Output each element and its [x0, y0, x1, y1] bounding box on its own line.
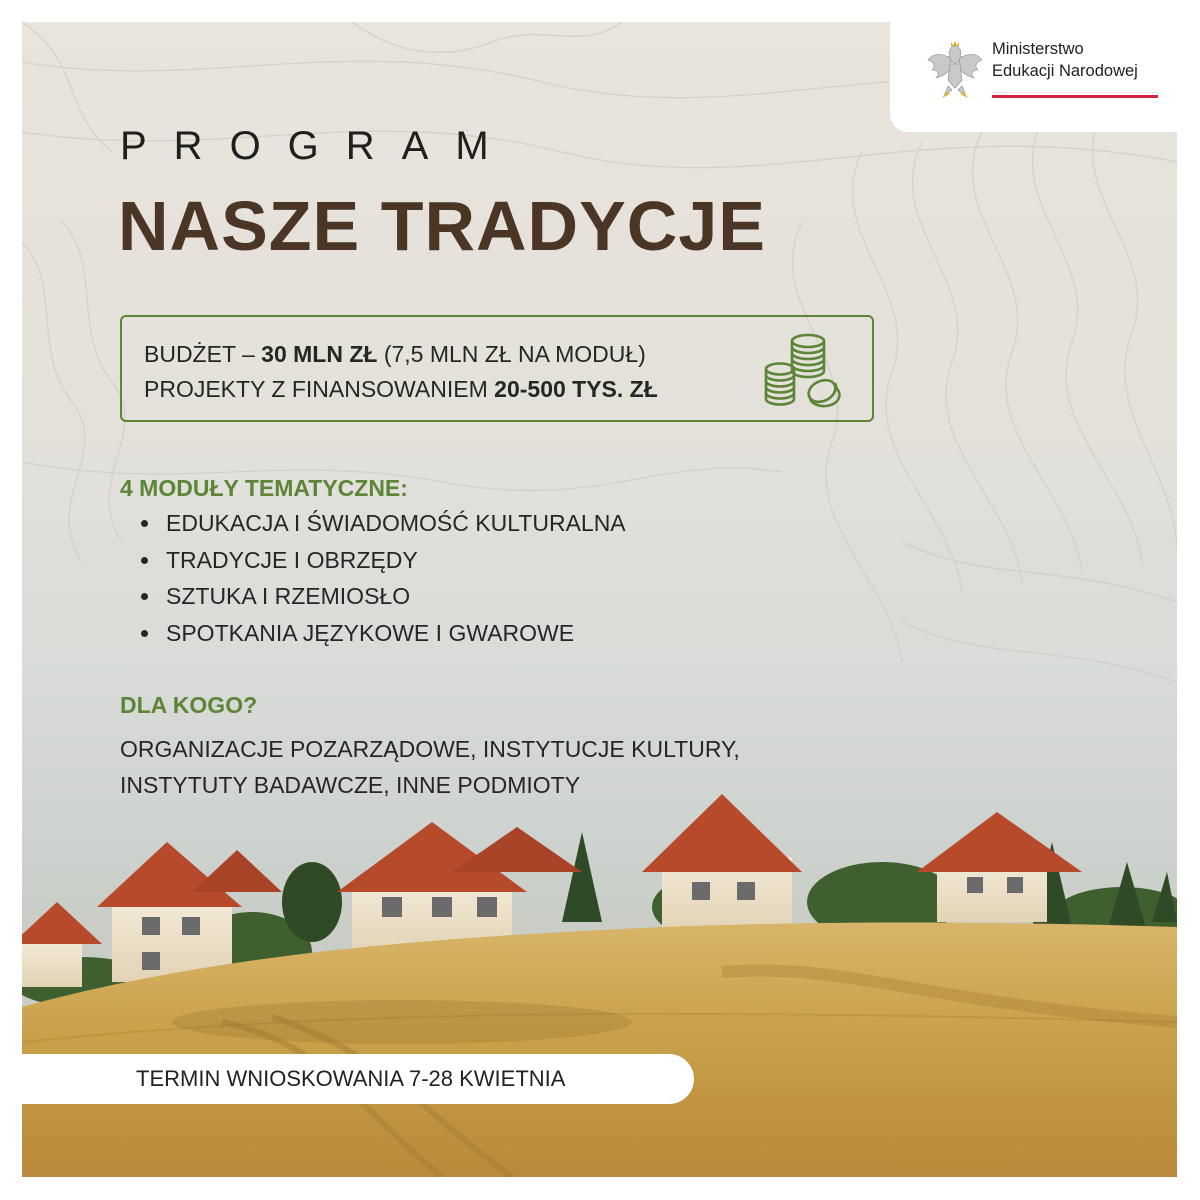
list-item: [141, 583, 626, 620]
budget-prefix: BUDŻET –: [144, 341, 262, 367]
module-label: TRADYCJE I OBRZĘDY: [166, 546, 418, 573]
module-label: SPOTKANIA JĘZYKOWE I GWAROWE: [166, 619, 575, 646]
coins-icon: [762, 331, 846, 409]
bullet-icon: [141, 630, 148, 637]
budget-line: [144, 341, 646, 368]
audience-heading: DLA KOGO?: [120, 692, 258, 718]
ministry-name-line2: Edukacji Narodowej: [992, 62, 1138, 80]
modules-list: [141, 510, 626, 656]
polish-flag-stripe: [992, 92, 1158, 98]
budget-amount: 30 MLN ZŁ: [261, 341, 378, 367]
list-item: [141, 620, 626, 657]
funding-range: 20-500 TYS. ZŁ: [494, 376, 658, 402]
program-kicker: PROGRAM: [120, 124, 516, 168]
bullet-icon: [141, 557, 148, 564]
list-item: [141, 547, 626, 584]
deadline-banner: [22, 1054, 694, 1104]
modules-heading: 4 MODUŁY TEMATYCZNE:: [120, 475, 408, 501]
budget-info-box: [120, 315, 874, 422]
page-title: NASZE TRADYCJE: [118, 187, 766, 265]
ministry-logo: [890, 22, 1178, 132]
bullet-icon: [141, 520, 148, 527]
ministry-name: [992, 38, 1138, 82]
eagle-emblem-icon: [926, 36, 984, 100]
funding-line: [144, 376, 658, 403]
deadline-text: TERMIN WNIOSKOWANIA 7-28 KWIETNIA: [136, 1066, 566, 1091]
audience-line2: INSTYTUTY BADAWCZE, INNE PODMIOTY: [120, 772, 581, 798]
module-label: EDUKACJA I ŚWIADOMOŚĆ KULTURALNA: [166, 510, 626, 536]
list-item: [141, 510, 626, 547]
ministry-name-line1: Ministerstwo: [992, 40, 1084, 58]
audience-line1: ORGANIZACJE POZARZĄDOWE, INSTYTUCJE KULTURY,: [120, 736, 740, 762]
funding-prefix: PROJEKTY Z FINANSOWANIEM: [144, 376, 495, 402]
module-label: SZTUKA I RZEMIOSŁO: [166, 583, 411, 609]
bullet-icon: [141, 593, 148, 600]
audience-text: [120, 731, 740, 803]
budget-suffix: (7,5 MLN ZŁ NA MODUŁ): [377, 341, 646, 367]
